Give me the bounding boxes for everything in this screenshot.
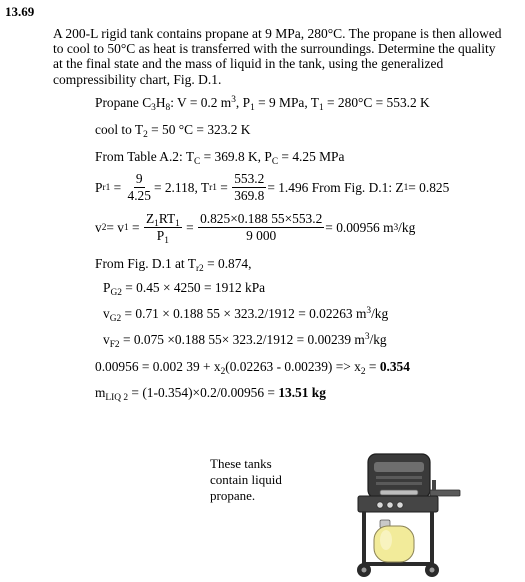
fig-d1-line: From Fig. D.1 at $T_{r2} = 0.874$,: [95, 256, 252, 274]
caption-line: These tanks: [210, 456, 272, 471]
vg2-line: $v_{G2} = 0.71 \times 0.188$ 55 × 323.2/1912 = 0.02263 $m^3/kg$: [103, 306, 389, 324]
table-line: From Table A.2: $T_C = 369.8$ K, $P_C = 4.25$ MPa: [95, 149, 345, 167]
tank-caption: [210, 456, 282, 504]
bbq-grill-illustration: [340, 450, 470, 580]
numeric-fraction: $\frac{0.825\times 0.188 55\times 553.2}{9 000}$: [200, 211, 323, 244]
cool-line: cool to $T_2 = 50$ °C = 323.2 K: [95, 122, 251, 140]
problem-statement: A 200-L rigid tank contains propane at 9 MPa, 280°C. The propane is then allowed to cool to 50°C as heat is transferred with the surroundings. Determine the quality at the final state and the mass of liquid in the tank, using the generalized compressibility chart, Fig. D.1.: [53, 26, 502, 87]
tr1-fraction: $\frac{553.2}{369.8}$: [234, 171, 265, 204]
problem-number: 13.69: [5, 4, 35, 19]
given-line: Propane $C_3H_8$: V = 0.2 $m^3$, $P_1 = 9$ MPa, $T_1 = 280^\circ C = 553.2$ K: [95, 95, 430, 113]
mass-result: 13.51 kg: [278, 385, 326, 400]
quality-line: 0.00956 = 0.002 $39 + x_2(0.02263 - 0.00239) => x_2 = 0.354$: [95, 359, 410, 377]
pr1-fraction: $\frac{9}{4.25}$: [127, 171, 151, 204]
pg2-line: $P_{G2} = 0.45 \times 4250 = 1912$ kPa: [103, 280, 266, 298]
caption-line: contain liquid: [210, 472, 282, 487]
quality-result: 0.354: [379, 359, 410, 374]
liquid-mass-line: $m_{LIQ 2} = (1-0.354)\times 0.2/0.00956 = 13.51$ kg: [95, 385, 326, 403]
zrt-over-p-fraction: $\frac{Z_1RT_1}{P_1}$: [145, 211, 180, 247]
specific-volume-line: v 2 = v 1 = $\frac{Z_1RT_1}{P_1}$ = $\frac{0.825\times 0.188 55\times 553.2}{9 000}$ = 0.00956 m 3 /kg: [95, 211, 416, 247]
reduced-properties-line: P r1 = $\frac{9}{4.25}$ = 2.118, T r1 = $\frac{553.2}{369.8}$ = 1.496 From Fig. D.1: Z 1 = 0.825: [95, 171, 450, 204]
vf2-line: $v_{F2} = 0.075 \times 0.188$ 55× 323.2/1912 = 0.00239 $m^3/kg$: [103, 332, 387, 350]
caption-line: propane.: [210, 488, 256, 503]
